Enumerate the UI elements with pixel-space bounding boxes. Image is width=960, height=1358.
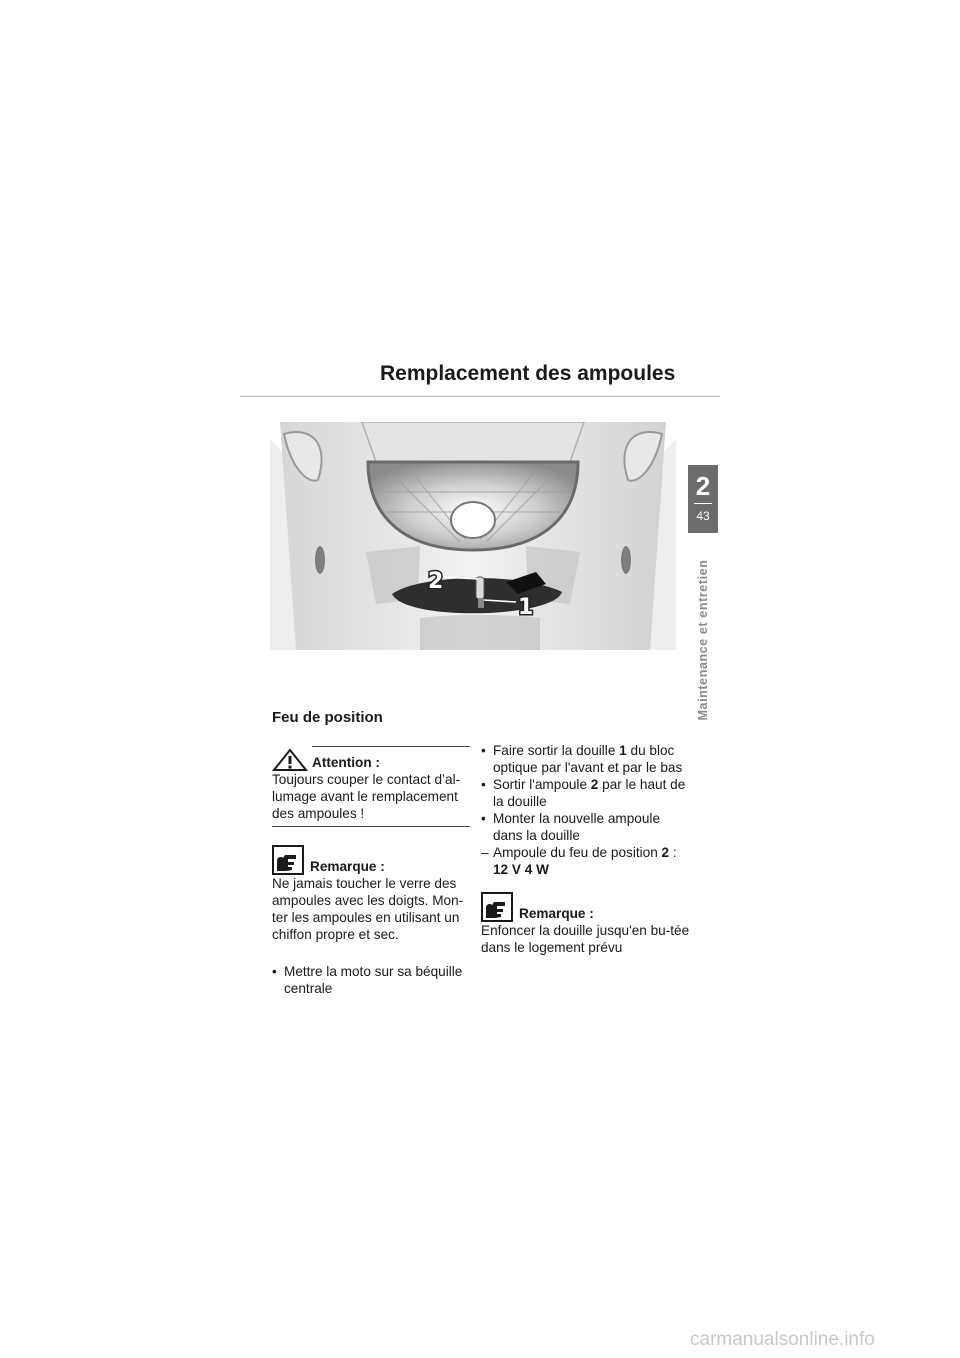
note-header	[272, 845, 472, 875]
spec-item: – Ampoule du feu de position 2 : 12 V 4 W	[481, 845, 677, 877]
step-item: • Mettre la moto sur sa béquille centrale	[272, 963, 472, 997]
spec-text: Ampoule du feu de position	[493, 845, 662, 860]
page-title: Remplacement des ampoules	[380, 362, 676, 385]
warning-triangle-icon	[272, 749, 308, 771]
attention-header	[272, 749, 472, 771]
motorcycle-front-photo	[270, 422, 676, 650]
chapter-tab	[688, 465, 718, 533]
section-heading: Feu de position	[272, 709, 383, 726]
callout-1: 1	[518, 595, 534, 620]
part-number: 1	[619, 743, 627, 758]
spec-value: 12 V 4 W	[493, 862, 549, 877]
callout-2: 2	[428, 569, 444, 594]
step-item-3: • Monter la nouvelle ampoule dans la douille	[481, 810, 691, 844]
note-hand-icon	[481, 892, 515, 922]
attention-top-rule	[312, 746, 470, 747]
note-label: Remarque :	[310, 859, 385, 874]
step-text: Mettre la moto sur sa béquille centrale	[284, 964, 463, 996]
page-number: 43	[696, 509, 710, 523]
right-column	[481, 742, 691, 956]
chapter-tab-divider	[694, 503, 712, 504]
note-text: Ne jamais toucher le verre des ampoules avec les doigts. Mon-ter les ampoules en utilisant un chiffon propre et sec.	[272, 876, 464, 942]
step-text: par le haut de la douille	[493, 777, 686, 809]
step-text: Monter la nouvelle ampoule dans la douille	[493, 811, 661, 843]
part-number: 2	[590, 777, 599, 792]
title-divider	[240, 396, 720, 397]
watermark: carmanualsonline.info	[690, 1329, 875, 1350]
step-item-2: • Sortir l'ampoule 2 par le haut de la douille	[481, 777, 686, 809]
chapter-number: 2	[695, 471, 711, 501]
part-number: 2	[661, 845, 670, 860]
step-text: du bloc optique par l'avant et par le bas	[493, 743, 683, 775]
attention-text: Toujours couper le contact d’al-lumage avant le remplacement des ampoules !	[272, 772, 461, 821]
note-hand-icon	[272, 845, 306, 875]
left-column	[272, 746, 472, 997]
spec-text: :	[669, 845, 677, 860]
step-text: Faire sortir la douille	[493, 743, 620, 758]
chapter-side-label: Maintenance et entretien	[696, 559, 710, 721]
motorcycle-illustration	[270, 422, 676, 650]
step-item-1: • Faire sortir la douille 1 du bloc optique par l'avant et par le bas	[481, 743, 683, 775]
attention-label: Attention :	[312, 755, 380, 770]
note-header	[481, 892, 691, 922]
step-text: Sortir l'ampoule	[493, 777, 591, 792]
note-label: Remarque :	[519, 906, 594, 921]
note-text: Enfoncer la douille jusqu'en bu-tée dans le logement prévu	[481, 923, 690, 955]
